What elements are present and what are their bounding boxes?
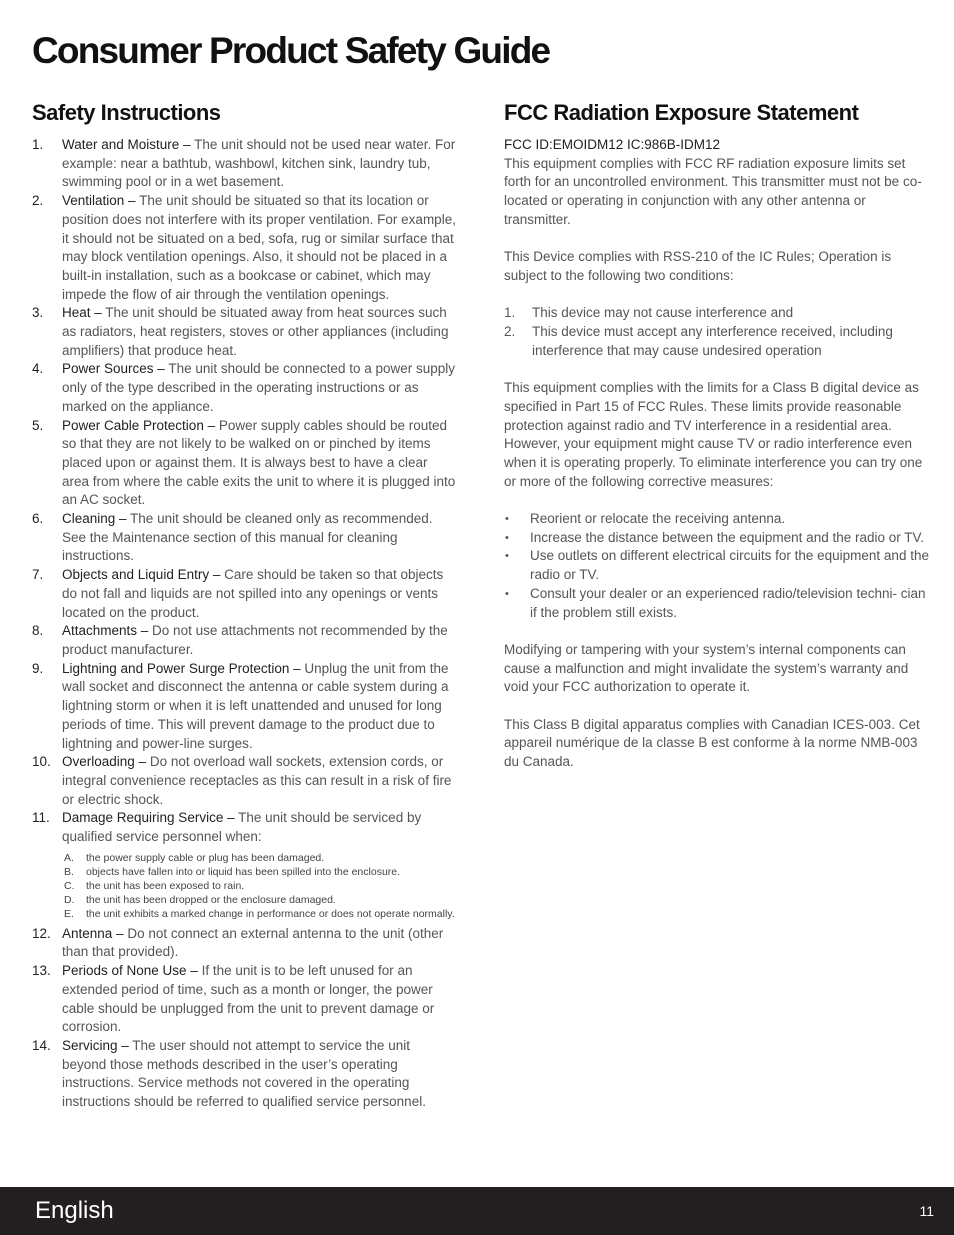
item-term: Power Sources –: [62, 361, 165, 377]
safety-item: [32, 925, 457, 962]
item-text: Do not overload wall sockets, extension cords, or integral convenience receptacles as this can result in a risk of fire or electric shock.: [62, 754, 452, 807]
sub-letter: C.: [64, 879, 75, 892]
measure-item: [504, 547, 929, 584]
bullet-icon: •: [505, 513, 509, 525]
item-term: Cleaning –: [62, 511, 127, 527]
damage-condition: [62, 893, 457, 907]
item-number: 6.: [32, 511, 44, 527]
measure-item: [504, 529, 929, 548]
fcc-paragraph-tampering: Modifying or tampering with your system’s internal components can cause a malfunction and might invalidate the system’s warranty and void your FCC authorization to operate it.: [504, 641, 909, 695]
item-text: The unit should be situated so that its location or position does not interfere with its proper ventilation. For example, it should not be situated on a bed, sofa, rug or similar surface that may block ventilation openings. Also, it should not be placed in a built-in installation, such as a bookcase or cabinet, which may impede the flow of air through the ventilation openings.: [62, 193, 456, 302]
fcc-id-line: FCC ID:EMOIDM12 IC:986B-IDM12: [504, 137, 721, 152]
item-text: Care should be taken so that objects do not fall and liquids are not spilled into any openings or vents located on the product.: [62, 567, 444, 620]
item-text: Unplug the unit from the wall socket and disconnect the antenna or cable system during a lightning storm or when it is left unattended and unused for long periods of time. This will prevent damage to the product due to lightning and power-line surges.: [62, 660, 449, 751]
damage-condition: [62, 879, 457, 893]
safety-item: [32, 304, 457, 360]
item-number: 9.: [32, 660, 44, 676]
sub-text: the power supply cable or plug has been damaged.: [86, 851, 325, 864]
item-text: Power supply cables should be routed so that they are not likely to be walked on or pinched by items placed upon or against them. It is always best to have a clear area from where the cable exits the unit to where it is plugged into an AC socket.: [62, 417, 456, 508]
sub-text: the unit exhibits a marked change in performance or does not operate normally.: [86, 907, 455, 920]
footer-language: English: [35, 1197, 114, 1224]
bullet-icon: •: [505, 587, 509, 600]
bullet-icon: •: [505, 531, 509, 544]
sub-letter: D.: [64, 893, 75, 906]
damage-conditions-list: [62, 851, 457, 921]
operation-conditions-list: [504, 304, 929, 360]
item-number: 12.: [32, 925, 51, 941]
page-title: Consumer Product Safety Guide: [32, 30, 550, 71]
item-text: The user should not attempt to service the unit beyond those methods described in the user’s operating instructions. Service methods not covered in the operating instructions should be referred to qualified service personnel.: [62, 1037, 426, 1110]
item-text: Do not connect an external antenna to the unit (other than that provided).: [62, 925, 444, 960]
safety-item: [32, 192, 457, 304]
condition-number: 1.: [504, 305, 516, 321]
bullet-icon: •: [505, 550, 509, 563]
item-number: 13.: [32, 963, 51, 979]
condition-text: This device may not cause interference and: [532, 305, 794, 321]
damage-condition: [62, 907, 457, 921]
item-term: Periods of None Use –: [62, 963, 198, 979]
safety-item: [32, 417, 457, 511]
item-number: 2.: [32, 193, 44, 209]
item-number: 7.: [32, 567, 44, 583]
corrective-measures-list: [504, 510, 929, 622]
item-text: The unit should not be used near water. For example: near a bathtub, washbowl, kitchen sink, laundry tub, swimming pool or in a wet basement.: [62, 137, 456, 190]
sub-letter: E.: [64, 907, 74, 920]
item-term: Servicing –: [62, 1037, 129, 1053]
fcc-paragraph-exposure: This equipment complies with FCC RF radiation exposure limits set forth for an uncontrolled environment. This transmitter must not be co-located or operating in conjunction with any other antenna or transmitter.: [504, 155, 922, 227]
measure-text: Consult your dealer or an experienced radio/television techni- cian if the problem still exists.: [530, 585, 926, 620]
fcc-statement-heading: FCC Radiation Exposure Statement: [504, 100, 859, 125]
safety-item: [32, 809, 457, 920]
item-term: Ventilation –: [62, 193, 136, 209]
condition-item: [504, 323, 929, 360]
item-text: The unit should be cleaned only as recommended. See the Maintenance section of this manual for cleaning instructions.: [62, 511, 433, 564]
item-number: 3.: [32, 305, 44, 321]
item-number: 11.: [32, 810, 50, 826]
item-number: 1.: [32, 137, 44, 152]
safety-item: [32, 360, 457, 416]
item-term: Heat –: [62, 305, 102, 321]
measure-text: Increase the distance between the equipment and the radio or TV.: [530, 529, 925, 545]
item-term: Overloading –: [62, 754, 147, 770]
sub-letter: B.: [64, 865, 74, 878]
safety-item: [32, 1037, 457, 1112]
page-number: 11: [919, 1203, 934, 1219]
safety-item: [32, 136, 457, 192]
item-term: Power Cable Protection –: [62, 417, 216, 433]
footer-bar: [0, 1187, 954, 1235]
sub-text: objects have fallen into or liquid has been spilled into the enclosure.: [86, 865, 401, 878]
safety-item: [32, 660, 457, 754]
item-text: If the unit is to be left unused for an extended period of time, such as a month or longer, the power cable should be unplugged from the unit to prevent damage or corrosion.: [62, 963, 435, 1035]
item-number: 5.: [32, 417, 44, 433]
item-term: Antenna –: [62, 925, 124, 941]
fcc-paragraph-class-b: This equipment complies with the limits for a Class B digital device as specified in Part 15 of FCC Rules. These limits provide reasonable protection against radio and TV interference in a residential area. However, your equipment might cause TV or radio interference even when it is operating properly. To eliminate interference you can try one or more of the following corrective measures:: [504, 380, 923, 489]
measure-item: [504, 510, 929, 529]
safety-instructions-section: [32, 98, 457, 1112]
item-number: 14.: [32, 1037, 51, 1053]
item-number: 4.: [32, 361, 44, 377]
sub-text: the unit has been dropped or the enclosure damaged.: [86, 893, 336, 906]
item-term: Objects and Liquid Entry –: [62, 567, 221, 583]
safety-item: [32, 962, 457, 1037]
fcc-paragraph-ices: This Class B digital apparatus complies with Canadian ICES-003. Cet appareil numérique de la classe B est conforme à la norme NMB-003 du Canada.: [504, 716, 920, 770]
item-term: Water and Moisture –: [62, 137, 191, 152]
damage-condition: [62, 851, 457, 865]
measure-text: Reorient or relocate the receiving antenna.: [530, 511, 786, 526]
sub-text: the unit has been exposed to rain.: [86, 879, 245, 892]
condition-number: 2.: [504, 324, 516, 339]
damage-condition: [62, 865, 457, 879]
fcc-paragraph-rss: This Device complies with RSS-210 of the IC Rules; Operation is subject to the following two conditions:: [504, 249, 892, 283]
condition-item: [504, 304, 929, 323]
safety-instructions-list: [32, 136, 457, 1112]
measure-item: [504, 585, 929, 622]
item-number: 10.: [32, 754, 51, 770]
safety-item: [32, 622, 457, 659]
item-term: Lightning and Power Surge Protection –: [62, 660, 301, 676]
sub-letter: A.: [64, 851, 74, 864]
safety-item: [32, 753, 457, 809]
safety-instructions-heading: Safety Instructions: [32, 100, 221, 125]
item-text: The unit should be serviced by qualified service personnel when:: [62, 810, 422, 845]
item-text: The unit should be situated away from heat sources such as radiators, heat registers, stoves or other appliances (including amplifiers) that produce heat.: [62, 305, 449, 358]
item-term: Attachments –: [62, 623, 149, 639]
fcc-statement-section: [504, 98, 929, 791]
safety-item: [32, 566, 457, 622]
measure-text: Use outlets on different electrical circuits for the equipment and the radio or TV.: [530, 548, 929, 583]
safety-item: [32, 510, 457, 566]
condition-text: This device must accept any interference received, including interference that may cause undesired operation: [532, 324, 893, 358]
item-text: Do not use attachments not recommended by the product manufacturer.: [62, 623, 448, 657]
item-term: Damage Requiring Service –: [62, 810, 235, 826]
item-number: 8.: [32, 623, 44, 639]
item-text: The unit should be connected to a power supply only of the type described in the operating instructions or as marked on the appliance.: [62, 361, 456, 414]
